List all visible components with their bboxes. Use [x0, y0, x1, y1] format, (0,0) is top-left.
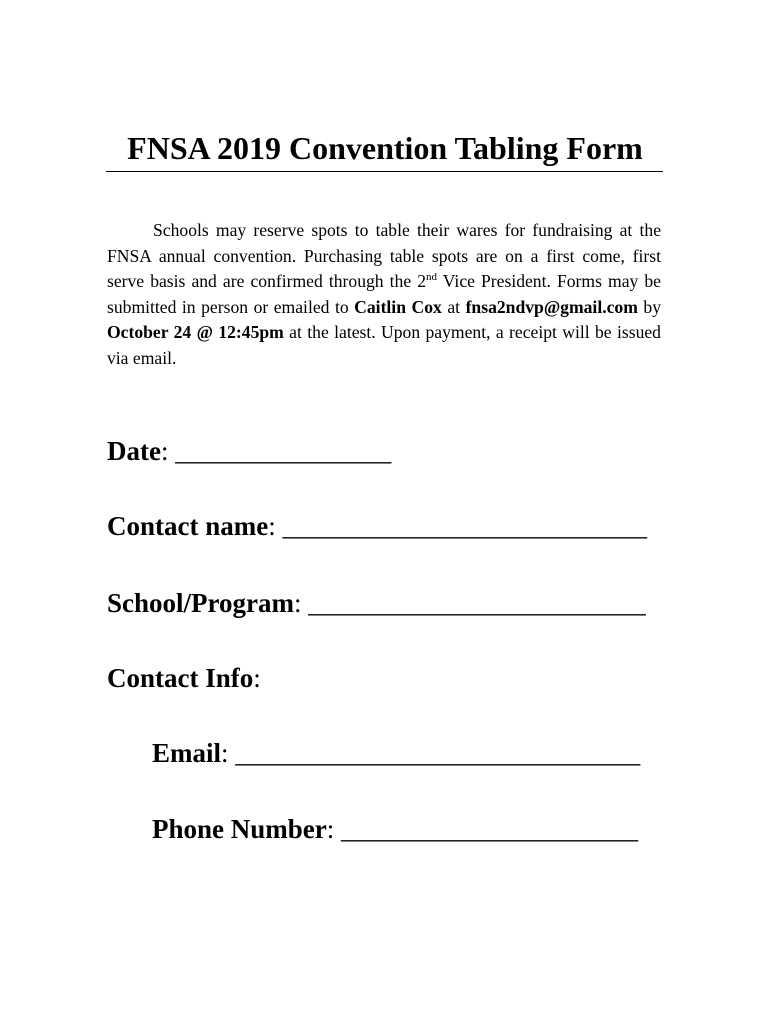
title-underline — [106, 171, 663, 172]
school-program-label: School/Program — [107, 588, 294, 618]
intro-text-1: Schools may reserve spots to table their wares for fundraising at the FNSA annual convention. Purchasing table spots are on a first come, first serve basis and are confirmed through the 2 — [107, 220, 661, 291]
email-field[interactable] — [152, 736, 640, 770]
phone-number-separator: : — [326, 814, 342, 844]
contact-email: fnsa2ndvp@gmail.com — [465, 296, 638, 317]
intro-text-2: Vice President. Forms may be submitted in person or emailed to — [107, 271, 661, 317]
contact-person: Caitlin Cox — [354, 296, 442, 317]
phone-number-label: Phone Number — [152, 814, 327, 844]
contact-info-heading — [107, 661, 261, 695]
contact-info-separator: : — [253, 663, 261, 693]
intro-text-5: at the latest. Upon payment, a receipt will be issued via email. — [107, 322, 661, 368]
contact-name-blank-line[interactable]: ___________________________ — [282, 511, 647, 541]
intro-text-3: at — [441, 296, 466, 317]
contact-name-label: Contact name — [107, 511, 269, 541]
date-label: Date — [107, 436, 161, 466]
email-blank-line[interactable]: ______________________________ — [235, 738, 641, 768]
email-label: Email — [152, 738, 222, 768]
phone-number-blank-line[interactable]: ______________________ — [341, 814, 639, 844]
school-program-field[interactable] — [107, 586, 646, 620]
submission-deadline: October 24 @ 12:45pm — [107, 322, 284, 342]
intro-text-4: by — [637, 296, 661, 317]
date-blank-line[interactable]: ________________ — [175, 436, 392, 466]
email-separator: : — [221, 738, 236, 768]
date-field[interactable] — [107, 434, 391, 468]
phone-number-field[interactable] — [152, 812, 638, 846]
intro-paragraph — [107, 218, 661, 371]
form-title: FNSA 2019 Convention Tabling Form — [127, 130, 643, 166]
school-program-separator: : — [293, 588, 309, 618]
contact-name-separator: : — [268, 511, 283, 541]
intro-superscript: nd — [426, 271, 438, 283]
date-separator: : — [160, 436, 176, 466]
contact-info-label: Contact Info — [107, 663, 254, 693]
contact-name-field[interactable] — [107, 509, 647, 543]
school-program-blank-line[interactable]: _________________________ — [308, 588, 646, 618]
